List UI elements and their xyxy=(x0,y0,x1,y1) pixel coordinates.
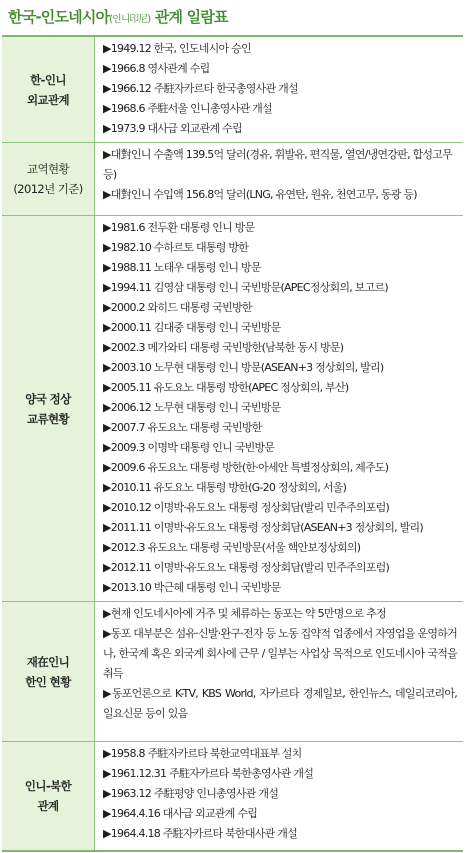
items-cell xyxy=(95,216,463,601)
list-item: ▶1963.12 주駐평양 인니총영사관 개설 xyxy=(103,787,279,800)
items-cell xyxy=(95,602,463,741)
list-item: ▶1982.10 수하르토 대통령 방한 xyxy=(103,241,249,254)
list-item: ▶2010.12 이명박·유도요노 대통령 정상회담(발리 민주주의포럼) xyxy=(103,501,390,514)
items-cell xyxy=(95,742,463,850)
table-row-diplomacy xyxy=(2,37,463,143)
list-item: ▶1994.11 김영삼 대통령 인니 국빈방문(APEC정상회의, 보고르) xyxy=(103,281,388,294)
title-main: 한국-인도네시아 xyxy=(8,8,110,26)
list-item: ▶1973.9 대사급 외교관계 수립 xyxy=(103,122,242,135)
page-title xyxy=(8,6,228,30)
list-item: ▶1964.4.18 주駐자카르타 북한대사관 개설 xyxy=(103,827,297,840)
list-item: ▶2012.3 유도요노 대통령 국빈방문(서울 핵안보정상회의) xyxy=(103,541,361,554)
items-cell xyxy=(95,143,463,215)
table-row-trade xyxy=(2,143,463,216)
title-paren: (인니印尼) xyxy=(109,14,151,25)
list-item: ▶1981.6 전두환 대통령 인니 방문 xyxy=(103,221,255,234)
list-item: ▶1966.12 주駐자카르타 한국총영사관 개설 xyxy=(103,82,298,95)
title-tail: 관계 일람표 xyxy=(150,8,228,26)
list-item: ▶현재 인도네시아에 거주 및 체류하는 동포는 약 5만명으로 추정 xyxy=(103,607,386,620)
list-item: ▶대對인니 수입액 156.8억 달러(LNG, 유연탄, 원유, 천연고무, 동광 등) xyxy=(103,188,417,201)
list-item: ▶2012.11 이명박·유도요노 대통령 정상회담(발리 민주주의포럼) xyxy=(103,561,390,574)
category-cell: 양국 정상 교류현황 xyxy=(2,216,95,601)
relations-table xyxy=(2,35,463,852)
list-item: ▶2011.11 이명박·유도요노 대통령 정상회담(ASEAN+3 정상회의, 발리) xyxy=(103,521,423,534)
list-item: ▶2009.3 이명박 대통령 인니 국빈방문 xyxy=(103,441,275,454)
list-item: ▶2010.11 유도요노 대통령 방한(G-20 정상회의, 서울) xyxy=(103,481,347,494)
list-item: ▶2009.6 유도요노 대통령 방한(한·아세안 특별정상회의, 제주도) xyxy=(103,461,389,474)
list-item: ▶2007.7 유도요노 대통령 국빈방한 xyxy=(103,421,262,434)
list-item: ▶1968.6 주駐서울 인니총영사관 개설 xyxy=(103,102,272,115)
category-cell: 재在인니 한인 현황 xyxy=(2,602,95,741)
list-item: ▶2000.11 김대중 대통령 인니 국빈방문 xyxy=(103,321,281,334)
category-cell: 한-인니 외교관계 xyxy=(2,37,95,142)
list-item: ▶1966.8 영사관계 수립 xyxy=(103,62,210,75)
table-row-summits xyxy=(2,216,463,602)
table-row-north-korea xyxy=(2,742,463,850)
list-item: ▶2002.3 메가와티 대통령 국빈방한(남북한 동시 방문) xyxy=(103,341,344,354)
list-item: ▶2000.2 와히드 대통령 국빈방한 xyxy=(103,301,252,314)
list-item: ▶2013.10 박근혜 대통령 인니 국빈방문 xyxy=(103,581,281,594)
items-cell xyxy=(95,37,463,142)
list-item: ▶대對인니 수출액 139.5억 달러(경유, 휘발유, 편직물, 열연/냉연강판, 합성고무 등) xyxy=(103,148,453,181)
list-item: ▶1964.4.16 대사급 외교관계 수립 xyxy=(103,807,258,820)
list-item: ▶1988.11 노태우 대통령 인니 방문 xyxy=(103,261,261,274)
list-item: ▶1961.12.31 주駐자카르타 북한총영사관 개설 xyxy=(103,767,314,780)
list-item: ▶1949.12 한국, 인도네시아 승인 xyxy=(103,42,251,55)
list-item: ▶2005.11 유도요노 대통령 방한(APEC 정상회의, 부산) xyxy=(103,381,349,394)
list-item: ▶1958.8 주駐자카르타 북한교역대표부 설치 xyxy=(103,747,302,760)
list-item: ▶동포 대부분은 섬유·신발·완구·전자 등 노동 집약적 업종에서 자영업을 운영하거나, 한국계 혹은 외국계 회사에 근무 / 일부는 사업상 목적으로 인도네시아 국적을 취득 xyxy=(103,627,457,680)
list-item: ▶2003.10 노무현 대통령 인니 방문(ASEAN+3 정상회의, 발리) xyxy=(103,361,384,374)
list-item: ▶동포언론으로 K-TV, KBS World, 자카르타 경제일보, 한인뉴스, 데일리코리아, 일요신문 등이 있음 xyxy=(103,687,457,720)
category-cell: 인니-북한 관계 xyxy=(2,742,95,850)
table-row-koreans xyxy=(2,602,463,742)
list-item: ▶2006.12 노무현 대통령 인니 국빈방문 xyxy=(103,401,281,414)
category-cell: 교역현황 (2012년 기준) xyxy=(2,143,95,215)
